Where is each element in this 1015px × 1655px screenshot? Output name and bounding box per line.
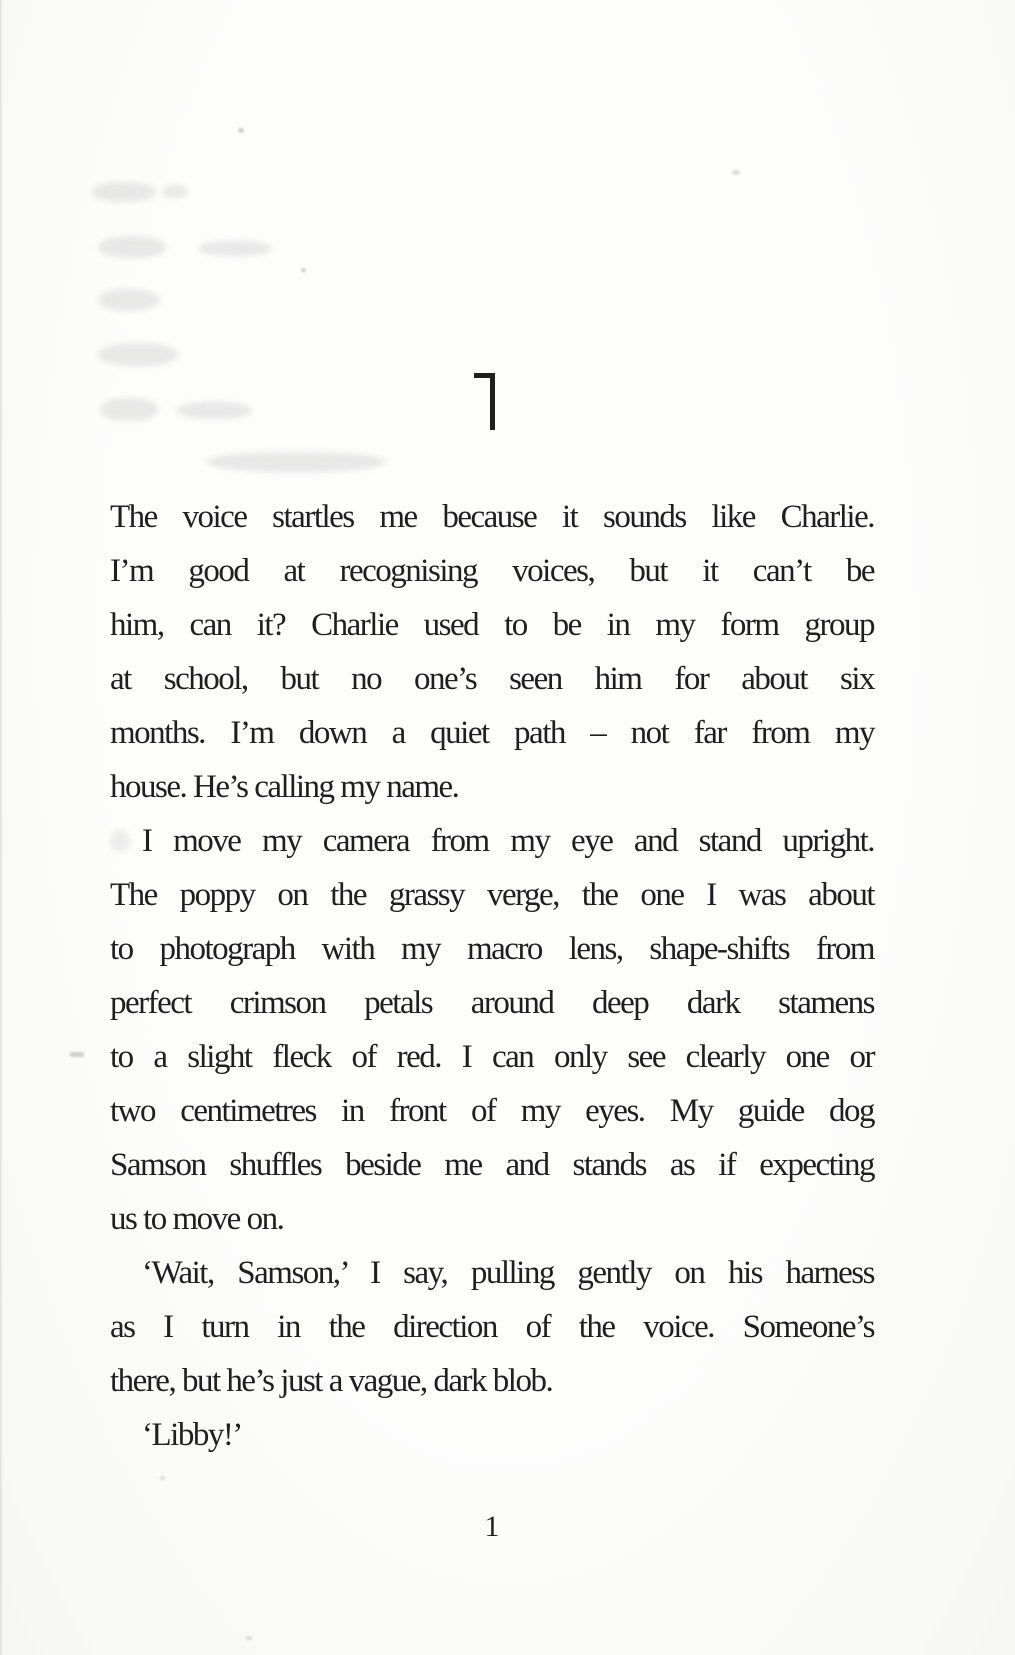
chapter-number-glyph [474, 373, 495, 430]
scan-speck [301, 268, 306, 272]
text-line: at school, but no one’s seen him for about six [110, 661, 874, 697]
text-line: to photograph with my macro lens, shape-shifts from [110, 931, 874, 967]
text-line: Samson shuffles beside me and stands as if expecting [110, 1147, 874, 1183]
text-line: there, but he’s just a vague, dark blob. [110, 1363, 553, 1399]
scan-speck [238, 128, 244, 133]
scan-edge-shadow [0, 0, 3, 1655]
text-line: I’m good at recognising voices, but it can’t be [110, 553, 874, 589]
scan-speck [160, 1476, 165, 1480]
showthrough-smudge [98, 236, 166, 258]
text-line: I move my camera from my eye and stand upright. [142, 823, 874, 859]
showthrough-smudge [206, 452, 386, 472]
body-text [110, 490, 874, 1462]
text-line: us to move on. [110, 1201, 284, 1237]
text-line: him, can it? Charlie used to be in my form group [110, 607, 874, 643]
chapter-heading [474, 373, 495, 430]
scan-speck [732, 170, 740, 175]
scan-speck [246, 1636, 252, 1640]
showthrough-smudge [98, 343, 178, 366]
showthrough-smudge [198, 241, 272, 256]
showthrough-smudge [98, 289, 160, 311]
text-line: perfect crimson petals around deep dark stamens [110, 985, 874, 1021]
showthrough-smudge [176, 402, 252, 419]
showthrough-smudge [162, 185, 188, 198]
showthrough-smudge [92, 182, 156, 202]
showthrough-smudge [100, 398, 158, 421]
text-line: ‘Wait, Samson,’ I say, pulling gently on his harness [142, 1255, 874, 1291]
text-line: The poppy on the grassy verge, the one I was about [110, 877, 874, 913]
scan-speck [70, 1052, 84, 1057]
text-line: months. I’m down a quiet path – not far from my [110, 715, 874, 751]
page-number: 1 [484, 1510, 500, 1543]
text-line: The voice startles me because it sounds like Charlie. [110, 499, 874, 535]
text-line: as I turn in the direction of the voice. Someone’s [110, 1309, 874, 1345]
text-line: ‘Libby!’ [142, 1417, 242, 1453]
text-line: to a slight fleck of red. I can only see clearly one or [110, 1039, 874, 1075]
text-line: house. He’s calling my name. [110, 769, 459, 805]
text-line: two centimetres in front of my eyes. My guide dog [110, 1093, 874, 1129]
